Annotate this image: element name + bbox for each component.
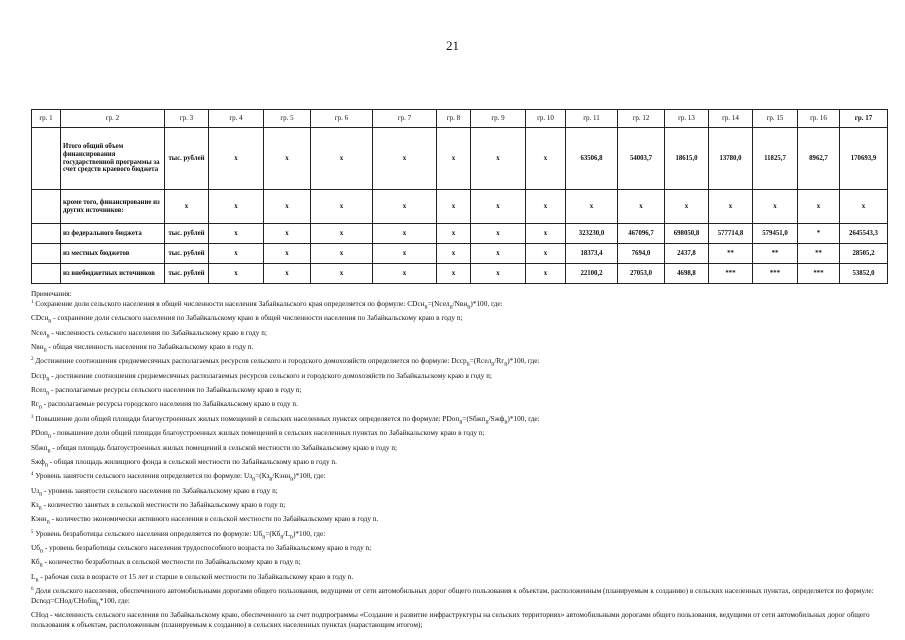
table-cell: х [526, 128, 566, 190]
subscript: n [262, 534, 266, 541]
notes-section [31, 289, 875, 630]
table-cell: х [471, 128, 526, 190]
def-line [31, 457, 875, 471]
formula: *100, где: [99, 596, 130, 605]
note-2 [31, 356, 875, 370]
row-index-cell [32, 190, 61, 224]
formula: =(Rсел [469, 356, 492, 366]
col-header: гр. 1 [32, 110, 61, 128]
table-cell: х [798, 190, 840, 224]
var: Кб [31, 557, 40, 567]
row-name: Итого общий объем финансирования государственной программы за счет средств краевого бюджета [61, 128, 165, 190]
table-row [32, 224, 888, 244]
subscript: n [47, 447, 51, 454]
var: Nвн [31, 341, 44, 351]
formula: )*100, где: [507, 413, 540, 423]
subscript: n [43, 347, 47, 354]
table-cell: 27053,0 [618, 264, 665, 284]
note-text: Достижение соотношения среднемесячных располагаемых ресурсов сельского и городского домохозяйств определяется по формуле: Dсср [35, 356, 467, 366]
subscript: n [466, 361, 470, 368]
footnote-mark: 4 [31, 472, 34, 478]
row-index-cell [32, 128, 61, 190]
table-cell: * [798, 224, 840, 244]
formula: /L [283, 528, 290, 538]
subscript: n [289, 534, 293, 541]
table-cell: х [209, 128, 264, 190]
note-text: Уровень занятости сельского населения определяется по формуле: Uз [35, 471, 253, 481]
def-line [31, 428, 875, 442]
subscript: n [46, 519, 50, 526]
subscript: n [252, 476, 256, 483]
table-row [32, 190, 888, 224]
table-cell: х [840, 190, 888, 224]
page-number: 21 [446, 38, 459, 53]
table-cell: х [526, 264, 566, 284]
subscript: n [459, 419, 463, 426]
table-cell: ** [798, 244, 840, 264]
def-text: - рабочая сила в возрасте от 15 лет и старше в сельской местности по Забайкальскому краю в году n. [38, 571, 354, 581]
table-cell: *** [709, 264, 753, 284]
row-unit: тыс. рублей [165, 128, 209, 190]
table-cell: х [373, 244, 437, 264]
subscript: n [290, 476, 294, 483]
table-cell: х [209, 244, 264, 264]
subscript: n [48, 318, 52, 325]
table-cell: х [437, 264, 471, 284]
table-cell: х [373, 190, 437, 224]
subscript: n [504, 361, 508, 368]
formula: =(Кз [255, 471, 270, 481]
def-line [31, 572, 875, 586]
def-text: - повышение доли общей площади благоустроенных жилых помещений в сельских населенных пунктах по Забайкальскому краю в году n; [50, 428, 485, 438]
var: Nсел [31, 327, 47, 337]
subscript: n [46, 376, 50, 383]
table-row [32, 128, 888, 190]
var: Rг [31, 399, 39, 409]
table-cell: 2437,8 [665, 244, 709, 264]
def-line [31, 500, 875, 514]
def-line [31, 313, 875, 327]
row-index-cell [32, 224, 61, 244]
table-cell: х [264, 128, 311, 190]
table-cell: х [437, 128, 471, 190]
table-cell: х [311, 244, 373, 264]
table-cell: 54003,7 [618, 128, 665, 190]
col-header: гр. 2 [61, 110, 165, 128]
formula: /Sжф [488, 413, 505, 423]
subscript: n [491, 361, 495, 368]
def-text: - количество безработных в сельской местности по Забайкальскому краю в году n; [42, 557, 301, 567]
table-cell: х [437, 244, 471, 264]
table-cell: х [526, 244, 566, 264]
row-name: из местных бюджетов [61, 244, 165, 264]
subscript: n [424, 304, 428, 311]
table-cell: х [471, 264, 526, 284]
row-unit: тыс. рублей [165, 224, 209, 244]
table-cell: ** [753, 244, 798, 264]
formula: )*100, где: [293, 471, 326, 481]
def-line: CHод - численность сельского населения по Забайкальскому краю, обеспеченного за счет подпрограммы «Создание и развитие инфраструктуры на сельских территориях» автомобильными дорогами общего пользования, ведущими от сети автомобильных дорог общего пользования к объектам, расположенным (планируемым к созданию) в сельских населенных пунктах (нарастающим итогом); [31, 610, 870, 630]
footnote-mark: 5 [31, 529, 34, 535]
subscript: n [47, 433, 51, 440]
table-cell: х [471, 190, 526, 224]
def-text: - общая численность населения по Забайкальскому краю в году n. [46, 341, 254, 351]
note-6 [31, 586, 875, 610]
formula: )*100, где: [292, 528, 326, 538]
col-header: гр. 10 [526, 110, 566, 128]
var: PDоп [31, 428, 48, 438]
table-cell: 698050,8 [665, 224, 709, 244]
def-text: - уровень безработицы сельского населения трудоспособного возраста по Забайкальскому краю в году n; [43, 543, 372, 553]
col-header: гр. 17 [840, 110, 888, 128]
table-cell: 467096,7 [618, 224, 665, 244]
row-index-cell [32, 264, 61, 284]
subscript: n [485, 419, 489, 426]
def-text: - общая площадь жилищного фонда в сельской местности по Забайкальскому краю в году n. [47, 456, 337, 466]
formula: )*100, где: [470, 298, 503, 308]
col-header: гр. 7 [373, 110, 437, 128]
subscript: n [39, 548, 44, 555]
col-header: гр. 9 [471, 110, 526, 128]
table-cell: х [526, 190, 566, 224]
def-line [31, 385, 875, 399]
note-text: Повышение доли общей площади благоустроенных жилых помещений в сельских населенных пунктах определяется по формуле: PDоп [35, 413, 460, 423]
var: L [31, 571, 36, 581]
table-cell: 18615,0 [665, 128, 709, 190]
formula: =(Кб [265, 528, 281, 538]
subscript: n [38, 404, 42, 411]
footnote-mark: 6 [31, 587, 34, 593]
table-cell: х [526, 224, 566, 244]
table-cell: х [264, 224, 311, 244]
col-header: гр. 3 [165, 110, 209, 128]
table-cell: 53852,0 [840, 264, 888, 284]
formula: /Nвн [452, 298, 468, 308]
table-cell: х [264, 264, 311, 284]
def-line [31, 443, 875, 457]
table-cell: х [373, 128, 437, 190]
table-cell: х [471, 224, 526, 244]
subscript: n [35, 577, 39, 584]
def-text: - располагаемые ресурсы сельского населения по Забайкальскому краю в году n; [49, 385, 302, 395]
col-header: гр. 13 [665, 110, 709, 128]
table-cell: х [209, 190, 264, 224]
formula: /Rг [494, 356, 505, 366]
notes-title: Примечания: [31, 289, 72, 298]
def-line [31, 328, 875, 342]
table-cell: х [373, 224, 437, 244]
table-cell: х [373, 264, 437, 284]
def-line [31, 342, 875, 356]
row-index-cell [32, 244, 61, 264]
var: Rсел [31, 385, 47, 395]
table-cell: х [471, 244, 526, 264]
def-text: - общая площадь благоустроенных жилых помещений в сельской местности по Забайкальскому краю в году n; [50, 442, 398, 452]
subscript: n [449, 304, 453, 311]
table-row [32, 244, 888, 264]
var: Dсср [31, 370, 47, 380]
row-name: из федерального бюджета [61, 224, 165, 244]
table-cell: х [264, 190, 311, 224]
var: Sбжп [31, 442, 48, 452]
col-header: гр. 4 [209, 110, 264, 128]
table-cell: 7694,0 [618, 244, 665, 264]
subscript: n [39, 491, 43, 498]
table-cell: х [437, 224, 471, 244]
var: Кэнн [31, 514, 47, 524]
table-cell: ** [709, 244, 753, 264]
def-text: - численность сельского населения по Забайкальскому краю в году n; [49, 327, 267, 337]
var: Uб [31, 543, 40, 553]
table-cell: 11825,7 [753, 128, 798, 190]
financing-table [31, 109, 888, 284]
var: CDсн [31, 313, 49, 323]
table-cell: х [209, 224, 264, 244]
table-cell: 4698,8 [665, 264, 709, 284]
table-cell: 28505,2 [840, 244, 888, 264]
def-line [31, 543, 875, 557]
table-cell: х [264, 244, 311, 264]
subscript: n [46, 390, 50, 397]
table-cell: 579451,0 [753, 224, 798, 244]
table-cell: *** [753, 264, 798, 284]
table-cell: х [709, 190, 753, 224]
footnote-mark: 3 [31, 414, 34, 420]
def-line [31, 486, 875, 500]
table-cell: 577714,8 [709, 224, 753, 244]
col-header: гр. 8 [437, 110, 471, 128]
col-header: гр. 15 [753, 110, 798, 128]
row-name: кроме того, финансирование из других источников: [61, 190, 165, 224]
row-name: из внебюджетных источников [61, 264, 165, 284]
subscript: n [39, 562, 43, 569]
table-cell: х [618, 190, 665, 224]
formula: =(Sбжп [462, 413, 486, 423]
col-header: гр. 12 [618, 110, 665, 128]
footnote-mark: 1 [31, 299, 34, 305]
table-cell: х [209, 264, 264, 284]
subscript: n [504, 419, 508, 426]
def-line [31, 399, 875, 413]
subscript: n [269, 476, 273, 483]
note-1 [31, 299, 875, 313]
table-cell: 8962,7 [798, 128, 840, 190]
note-text: Уровень безработицы сельского населения определяется по формуле: Uб [35, 528, 263, 538]
table-row [32, 264, 888, 284]
table-cell: 63506,8 [566, 128, 618, 190]
col-header: гр. 11 [566, 110, 618, 128]
table-cell: х [566, 190, 618, 224]
table-cell: 323230,0 [566, 224, 618, 244]
col-header: гр. 14 [709, 110, 753, 128]
table-cell: х [437, 190, 471, 224]
formula: )*100, где: [507, 356, 540, 366]
def-line [31, 371, 875, 385]
subscript: n [280, 534, 284, 541]
row-unit: тыс. рублей [165, 244, 209, 264]
var: Кз [31, 499, 39, 509]
def-text: - сохранение доли сельского населения по Забайкальскому краю в общей численности населения по Забайкальскому краю в году n; [51, 313, 463, 323]
table-cell: х [665, 190, 709, 224]
table-cell: *** [798, 264, 840, 284]
subscript: n [467, 304, 471, 311]
table-cell: х [311, 224, 373, 244]
def-text: - располагаемые ресурсы городского населения по Забайкальскому краю в году n. [41, 399, 298, 409]
table-cell: х [753, 190, 798, 224]
def-text: - уровень занятости сельского населения по Забайкальскому краю в году n; [42, 485, 278, 495]
subscript: n [96, 601, 100, 608]
def-text: - количество занятых в сельской местности по Забайкальскому краю в году n; [41, 499, 286, 509]
note-5 [31, 529, 875, 543]
subscript: n [46, 333, 50, 340]
table-cell: 18373,4 [566, 244, 618, 264]
table-cell: х [311, 190, 373, 224]
def-text: - количество экономически активного населения в сельской местности по Забайкальскому краю в году n. [49, 514, 379, 524]
note-3 [31, 414, 875, 428]
row-unit: тыс. рублей [165, 264, 209, 284]
table-cell: х [311, 264, 373, 284]
table-cell: 13780,0 [709, 128, 753, 190]
def-line [31, 514, 875, 528]
formula: /Кэнн [272, 471, 291, 481]
col-header: гр. 6 [311, 110, 373, 128]
col-header: гр. 16 [798, 110, 840, 128]
var: Uз [31, 485, 40, 495]
row-unit: х [165, 190, 209, 224]
def-line [31, 557, 875, 571]
table-cell: х [311, 128, 373, 190]
formula: =(Nсел [427, 298, 450, 308]
def-text: - достижение соотношения среднемесячных располагаемых ресурсов сельского и городского домохозяйств по Забайкальскому краю в году n; [49, 370, 492, 380]
note-text: Сохранение доли сельского населения в общей численности населения Забайкальского края определяется по формуле: CDсн [35, 298, 425, 308]
var: Sжф [31, 456, 45, 466]
note-4 [31, 471, 875, 485]
table-cell: 2645543,3 [840, 224, 888, 244]
header-row [32, 110, 888, 128]
col-header: гр. 5 [264, 110, 311, 128]
table-cell: 22100,2 [566, 264, 618, 284]
note-text: Доля сельского населения, обеспеченного автомобильными дорогами общего пользования, ведущими от сети автомобильных дорог общего пользования к объектам, расположенным (планируемым к созданию) в сельских населенных пунктах, определяется по формуле: Dсnод=CHод/CHобщ [31, 586, 874, 605]
table-cell: 170693,9 [840, 128, 888, 190]
footnote-mark: 2 [31, 357, 34, 363]
subscript: n [44, 462, 48, 469]
subscript: n [38, 505, 42, 512]
